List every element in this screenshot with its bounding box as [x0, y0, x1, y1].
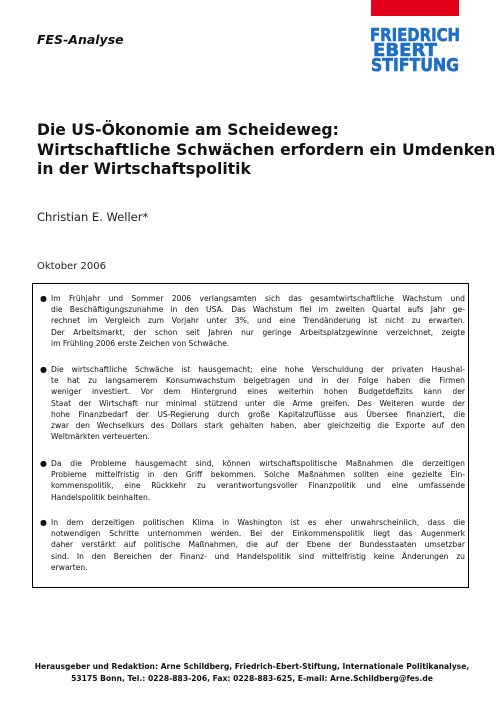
svg-text:EBERT: EBERT — [373, 41, 438, 61]
summary-line: zwar den Wechselkurs des Dollars stark gehalten haben, aber gleichzeitig die Exporte auf den — [51, 421, 465, 431]
summary-line: Weltmärkten verteuerten. — [51, 432, 150, 442]
footer-line: 53175 Bonn, Tel.: 0228-883-206, Fax: 0228-883-625, E-mail: Arne.Schildberg@fes.de — [71, 674, 433, 683]
summary-line: sind. In den Bereichen der Finanz- und Handelspolitik sind mittelfristig keine Änderungen zu — [51, 551, 465, 561]
summary-line: rechnet im Vergleich zum Vorjahr unter 3%, und eine Trendänderung ist nicht zu erwarten. — [51, 316, 465, 326]
summary-line: Probleme mittelfristig in den Griff bekommen. Solche Maßnahmen sollten eine gezielte Ein- — [51, 470, 465, 480]
summary-line: erwarten. — [51, 562, 88, 572]
summary-box — [32, 283, 469, 588]
bullet-icon: ● — [40, 365, 47, 374]
summary-line: weniger investiert. Vor dem Hintergrund eines weiterhin hohen Budgetdefizits kann der — [51, 387, 465, 397]
bullet-icon: ● — [40, 294, 47, 303]
summary-line: daher verstärkt auf politische Maßnahmen, die auf der Ebene der Bundesstaaten umsetzbar — [51, 540, 465, 550]
summary-line: hohe Finanzbedarf der US-Regierung durch große Kapitalzuflüsse aus Übersee finanziert, die — [51, 409, 465, 419]
summary-line: Da die Probleme hausgemacht sind, können wirtschaftspolitische Maßnahmen die derzeitigen — [51, 459, 465, 468]
document-title — [37, 121, 496, 180]
svg-text:FRIEDRICH: FRIEDRICH — [370, 26, 460, 46]
svg-text:STIFTUNG: STIFTUNG — [371, 56, 459, 76]
publication-date: Oktober 2006 — [37, 261, 106, 272]
series-label: FES-Analyse — [37, 32, 124, 47]
summary-line: In dem derzeitigen politischen Klima in Washington ist es eher unwahrscheinlich, dass die — [51, 518, 465, 527]
summary-line: te hat zu langsamerem Konsumwachstum beigetragen und in der Folge haben die Firmen — [51, 376, 465, 386]
summary-line: kommenspolitik, eine Rückkehr zu verantwortungsvoller Finanzpolitik und eine umfassende — [51, 481, 465, 491]
title-line: in der Wirtschaftspolitik — [37, 160, 251, 178]
bullet-icon: ● — [40, 518, 47, 527]
title-line: Die US-Ökonomie am Scheideweg: — [37, 121, 339, 139]
author: Christian E. Weller* — [37, 210, 149, 224]
publisher-footer — [0, 661, 504, 685]
summary-line: Im Frühjahr und Sommer 2006 verlangsamten sich das gesamtwirtschaftliche Wachstum und — [51, 294, 465, 303]
summary-line: Handelspolitik beinhalten. — [51, 492, 151, 502]
title-line: Wirtschaftliche Schwächen erfordern ein Umdenken — [37, 140, 496, 159]
summary-line: die Beschäftigungszunahme in den USA. Das Wachstum fiel im zweiten Quartal aufs Jahr ge- — [51, 305, 465, 315]
summary-line: Die wirtschaftliche Schwäche ist hausgemacht; eine hohe Verschuldung der privaten Haushal- — [51, 365, 465, 374]
logo-wordmark — [371, 0, 465, 80]
summary-line: Staat der Wirtschaft nur minimal stützend unter die Arme greifen. Des Weiteren wurde der — [51, 398, 465, 408]
summary-line: im Frühling 2006 erste Zeichen von Schwäche. — [51, 338, 230, 348]
bullet-icon: ● — [40, 459, 47, 468]
footer-line: Herausgeber und Redaktion: Arne Schildberg, Friedrich-Ebert-Stiftung, Internationale Politikanalyse, — [34, 662, 470, 671]
fes-logo — [371, 0, 465, 80]
summary-line: Der Arbeitsmarkt, der schon seit Jahren nur geringe Arbeitsplatzgewinne verzeichnet, zeigte — [51, 327, 465, 337]
summary-line: notwendigen Schritte unternommen werden. Bei der Einkommenspolitik liegt das Augenmerk — [51, 529, 465, 539]
